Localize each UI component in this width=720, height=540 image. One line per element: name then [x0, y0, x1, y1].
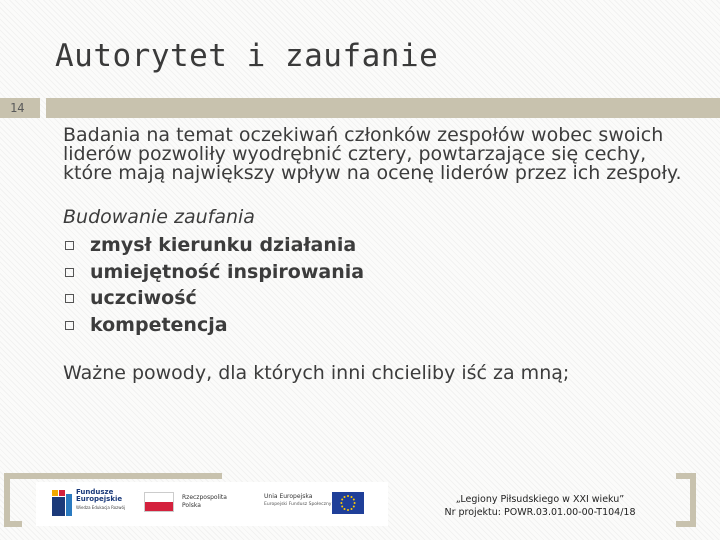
checkbox-bullet-icon: [65, 268, 74, 277]
polish-flag-icon: [144, 492, 174, 512]
closing-sentence: Ważne powody, dla których inni chcieliby iść za mną;: [63, 362, 570, 384]
title-divider-bar: [46, 98, 720, 118]
footer-bracket-left: [4, 473, 22, 527]
checkbox-bullet-icon: [65, 321, 74, 330]
checkbox-bullet-icon: [65, 241, 74, 250]
slide-body: [63, 126, 693, 385]
project-number: Nr projektu: POWR.03.01.00-00-T104/18: [444, 507, 636, 518]
footer-bracket-right: [676, 473, 696, 527]
fundusze-europejskie-logo: Fundusze Europejskie Wiedza Edukacja Rozwój: [52, 488, 140, 518]
funding-logos: [36, 482, 388, 526]
slide-title: Autorytet i zaufanie: [55, 38, 439, 74]
project-name: „Legiony Piłsudskiego w XXI wieku”: [455, 494, 625, 505]
slide-number: 14: [10, 101, 25, 115]
list-item-label: umiejętność inspirowania: [90, 260, 365, 283]
checkbox-bullet-icon: [65, 294, 74, 303]
list-item-label: zmysł kierunku działania: [90, 234, 357, 256]
footer-bracket-top: [4, 473, 222, 479]
fe-mark-icon: [52, 490, 72, 516]
list-item: [63, 259, 693, 286]
unia-europejska-logo: Unia Europejska Europejski Fundusz Społeczny: [254, 488, 374, 518]
intro-paragraph: Badania na temat oczekiwań członków zespołów wobec swoich liderów pozwoliły wyodrębnić cztery, powtarzające się cechy, które mają największy wpływ na ocenę liderów przez ich zespoły.: [63, 124, 682, 184]
project-info: [430, 493, 650, 519]
list-item: [63, 285, 693, 312]
list-item-label: uczciwość: [90, 287, 197, 309]
list-item-label: kompetencja: [90, 313, 228, 336]
list-item: [63, 312, 693, 339]
subheading: Budowanie zaufania: [63, 206, 255, 228]
rzeczpospolita-polska-logo: Rzeczpospolita Polska: [144, 488, 240, 518]
list-item: [63, 232, 693, 259]
qualities-list: [63, 232, 693, 338]
eu-flag-icon: [332, 492, 364, 514]
